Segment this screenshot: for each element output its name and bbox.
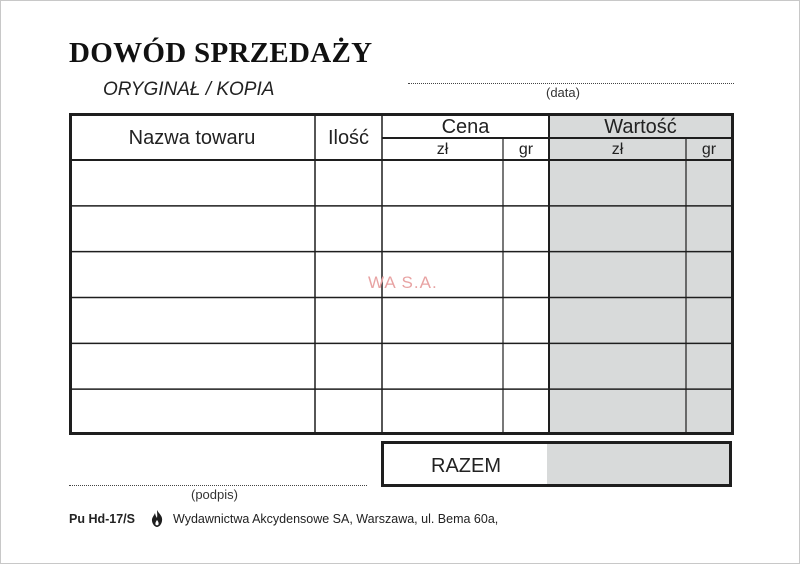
signature-label: (podpis) [191, 487, 238, 502]
form-title: DOWÓD SPRZEDAŻY [69, 37, 373, 69]
header-value: Wartość [604, 116, 677, 138]
watermark: WA S.A. [368, 273, 438, 292]
date-field[interactable] [408, 83, 734, 84]
signature-field[interactable] [69, 485, 367, 486]
flame-logo-icon [147, 509, 167, 529]
header-price: Cena [441, 116, 490, 138]
total-label: RAZEM [431, 455, 501, 477]
publisher-info: Wydawnictwa Akcydensowe SA, Warszawa, ul. Bema 60a, [173, 512, 499, 526]
form-subtitle: ORYGINAŁ / KOPIA [103, 79, 275, 100]
header-price-gr: gr [518, 141, 534, 158]
header-product-name: Nazwa towaru [128, 127, 256, 149]
date-label: (data) [546, 85, 580, 100]
form-code: Pu Hd-17/S [69, 512, 135, 526]
header-quantity: Ilość [327, 127, 370, 149]
value-column-shade [549, 113, 734, 435]
header-price-zl: zł [436, 141, 449, 158]
header-value-zl: zł [611, 141, 624, 158]
header-value-gr: gr [701, 141, 717, 158]
